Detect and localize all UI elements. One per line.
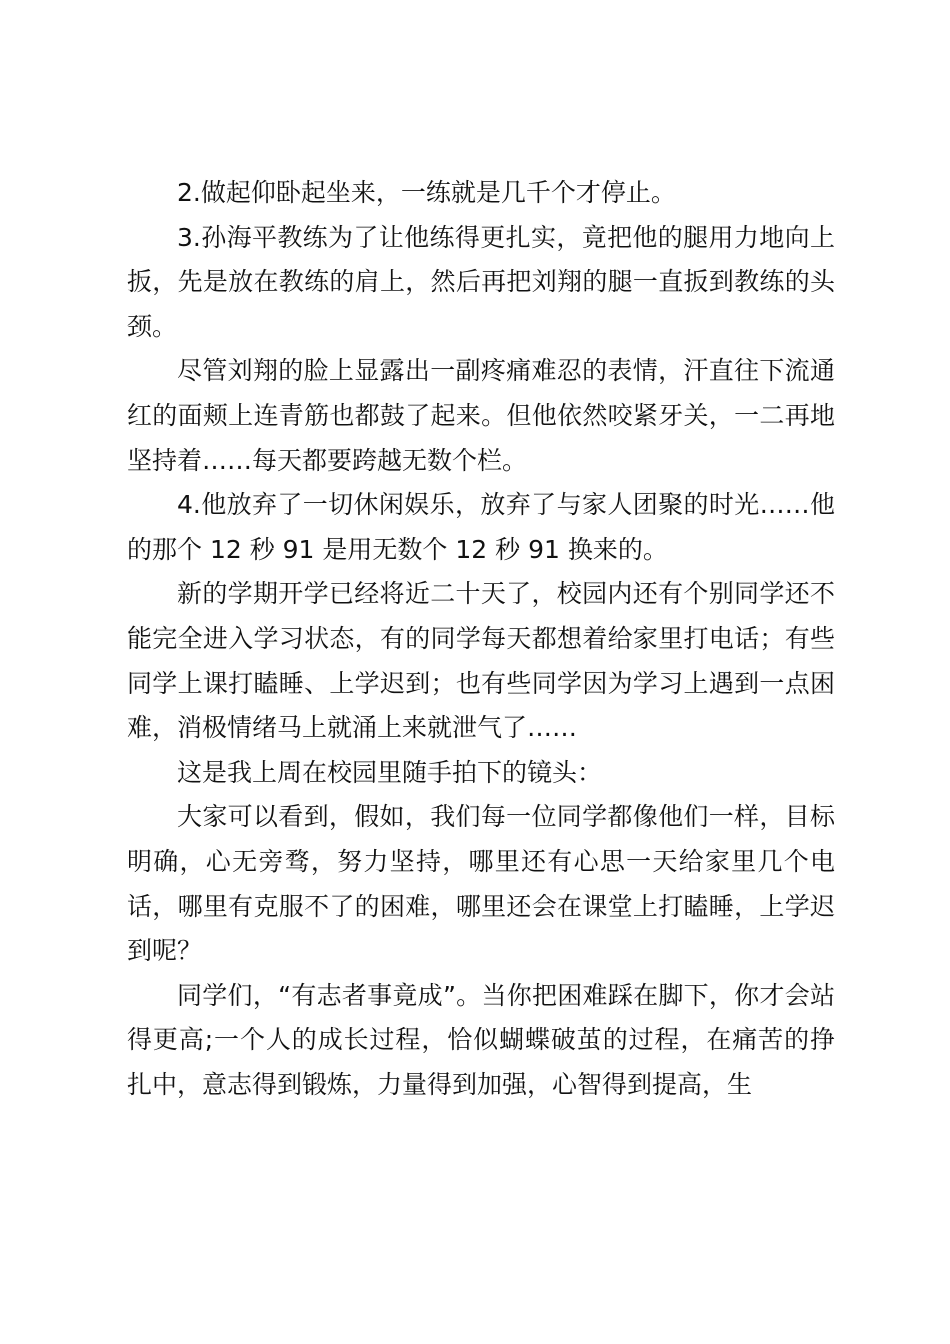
paragraph-situp: 2.做起仰卧起坐来，一练就是几千个才停止。 <box>177 178 676 207</box>
document-body <box>127 171 835 1107</box>
paragraph-everyone-can-see: 大家可以看到，假如，我们每一位同学都像他们一样，目标明确，心无旁骛，努力坚持，哪里还有心思一天给家里几个电话，哪里有克服不了的困难，哪里还会在课堂上打瞌睡，上学迟到呢？ <box>127 802 835 966</box>
paragraph-campus-photos: 这是我上周在校园里随手拍下的镜头： <box>177 757 603 787</box>
paragraph-coach-stretch: 3.孙海平教练为了让他练得更扎实，竟把他的腿用力地向上扳，先是放在教练的肩上，然后再把刘翔的腿一直扳到教练的头颈。 <box>127 222 835 341</box>
paragraph-where-theres-a-will: 同学们，“有志者事竟成”。当你把困难踩在脚下，你才会站得更高;一个人的成长过程，恰似蝴蝶破茧的过程，在痛苦的挣扎中，意志得到锻炼，力量得到加强，心智得到提高，生 <box>127 980 835 1099</box>
paragraph-new-semester: 新的学期开学已经将近二十天了，校园内还有个别同学还不能完全进入学习状态，有的同学每天都想着给家里打电话；有些同学上课打瞌睡、上学迟到；也有些同学因为学习上遇到一点困难，消极情绪马上就涌上来就泄气了…… <box>127 579 835 743</box>
paragraph-sacrifice: 4.他放弃了一切休闲娱乐，放弃了与家人团聚的时光……他的那个 12 秒 91 是用无数个 12 秒 91 换来的。 <box>127 490 835 564</box>
paragraph-perseverance: 尽管刘翔的脸上显露出一副疼痛难忍的表情，汗直往下流通红的面颊上连青筋也都鼓了起来。但他依然咬紧牙关，一二再地坚持着……每天都要跨越无数个栏。 <box>127 356 835 475</box>
